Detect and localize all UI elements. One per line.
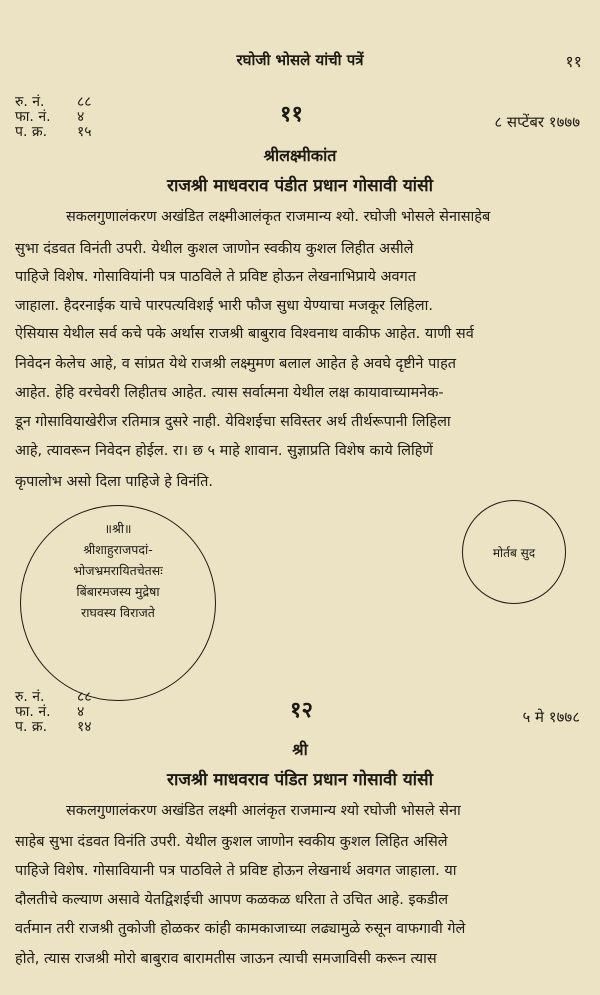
meta-row xyxy=(15,95,92,110)
meta-row xyxy=(15,720,92,735)
body-line: सकलगुणालंकरण अखंडित लक्ष्मी आलंकृत राजमान्य श्यो रघोजी भोसले सेना xyxy=(66,803,461,819)
body-line: सुभा दंडवत विनंती उपरी. येथील कुशल जाणोन स्वकीय कुशल लिहीत असीले xyxy=(15,241,414,257)
body-line: आहे, त्यावरून निवेदन होईल. रा। छ ५ माहे शावान. सुज्ञाप्रति विशेष काये लिहिणें xyxy=(15,443,433,459)
body-line: होते, त्यास राजश्री मोरो बाबुराव बारामतीस जाऊन त्याची समजाविसी करून त्यास xyxy=(15,951,437,967)
meta-row xyxy=(15,110,92,125)
meta-label: रु. नं. xyxy=(15,94,45,110)
meta-label: फा. नं. xyxy=(15,704,51,720)
meta-label: प. क्र. xyxy=(15,124,48,140)
body-line: कृपालोभ असो दिला पाहिजे हे विनंति. xyxy=(15,474,214,490)
meta-value: ४ xyxy=(77,109,85,125)
meta-value: ८८ xyxy=(77,94,92,110)
invocation: श्रीलक्ष्मीकांत xyxy=(263,146,337,165)
address-line: राजश्री माधवराव पंडीत प्रधान गोसावी यांसी xyxy=(167,176,433,196)
body-line: सकलगुणालंकरण अखंडित लक्ष्मीआलंकृत राजमान्य श्यो. रघोजी भोसले सेनासाहेब xyxy=(66,209,491,225)
seal-text: मोर्तब सुद xyxy=(492,546,536,560)
letter-number: १२ xyxy=(290,698,313,723)
meta-row xyxy=(15,690,92,705)
seal-text: भोजभ्रमरायितचेतसः xyxy=(73,563,163,578)
seal-small xyxy=(462,500,566,604)
meta-label: प. क्र. xyxy=(15,719,48,735)
meta-row xyxy=(15,125,92,140)
body-line: जाहाला. हैदरनाईक याचे पारपत्यविशई भारी फौज सुधा येण्याचा मजकूर लिहिला. xyxy=(15,298,433,314)
meta-value: १४ xyxy=(77,719,92,735)
meta-value: ८८ xyxy=(77,689,92,705)
seal-text: राघवस्य विराजते xyxy=(81,605,155,620)
seal-large xyxy=(20,505,216,701)
body-line: ऐसियास येथील सर्व कचे पके अर्थास राजश्री बाबुराव विश्वनाथ वाकीफ आहेत. याणी सर्व xyxy=(15,326,474,342)
running-header: रघोजी भोसले यांची पत्रें xyxy=(236,51,364,69)
body-line: दौलतीचे कल्याण असावे येतद्विशईची आपण कळकळ धरिता ते उचित आहे. इकडील xyxy=(15,892,449,908)
body-line: पाहिजे विशेष. गोसावियांनी पत्र पाठविले ते प्रविष्ट होऊन लेखनाभिप्राये अवगत xyxy=(15,269,417,285)
body-line: वर्तमान तरी राजश्री तुकोजी होळकर कांही कामकाजाच्या लढ्यामुळे रुसून वाफगावी गेले xyxy=(15,921,466,937)
letter-date: ५ मे १७७८ xyxy=(522,708,580,726)
body-line: आहेत. हेहि वरचेवरी लिहीतच आहेत. त्यास सर्वात्मना येथील लक्ष कायावाच्यामनेक- xyxy=(15,385,444,401)
meta-value: ४ xyxy=(77,704,85,720)
letter-12-meta xyxy=(15,690,92,735)
invocation: श्री xyxy=(292,740,308,759)
meta-label: फा. नं. xyxy=(15,109,51,125)
seal-text: ॥श्री॥ xyxy=(104,521,132,536)
meta-value: १५ xyxy=(77,124,92,140)
address-line: राजश्री माधवराव पंडित प्रधान गोसावी यांसी xyxy=(167,770,433,790)
letter-11-meta xyxy=(15,95,92,140)
body-line: निवेदन केलेच आहे, व सांप्रत येथे राजश्री लक्ष्मुमण बलाल आहेत हे अवघे दृष्टीने पाहत xyxy=(15,356,457,372)
body-line: पाहिजे विशेष. गोसावियानी पत्र पाठविले ते प्रविष्ट होऊन लेखनार्थ अवगत जाहाला. या xyxy=(15,863,457,879)
seal-text: बिंबारमजस्य मुद्रेषा xyxy=(76,584,160,599)
page-number: ११ xyxy=(565,52,582,71)
body-line: डून गोसावियाखेरीज रतिमात्र दुसरे नाही. येविशईचा सविस्तर अर्थ तीर्थरूपानी लिहिला xyxy=(15,414,451,430)
meta-label: रु. नं. xyxy=(15,689,45,705)
body-line: साहेब सुभा दंडवत विनंति उपरी. येथील कुशल जाणोन स्वकीय कुशल लिहित असिले xyxy=(15,834,448,850)
meta-row xyxy=(15,705,92,720)
seal-text: श्रीशाहुराजपदां- xyxy=(83,542,153,557)
letter-date: ८ सप्टेंबर १७७७ xyxy=(494,113,580,131)
letter-number: ११ xyxy=(280,102,303,127)
